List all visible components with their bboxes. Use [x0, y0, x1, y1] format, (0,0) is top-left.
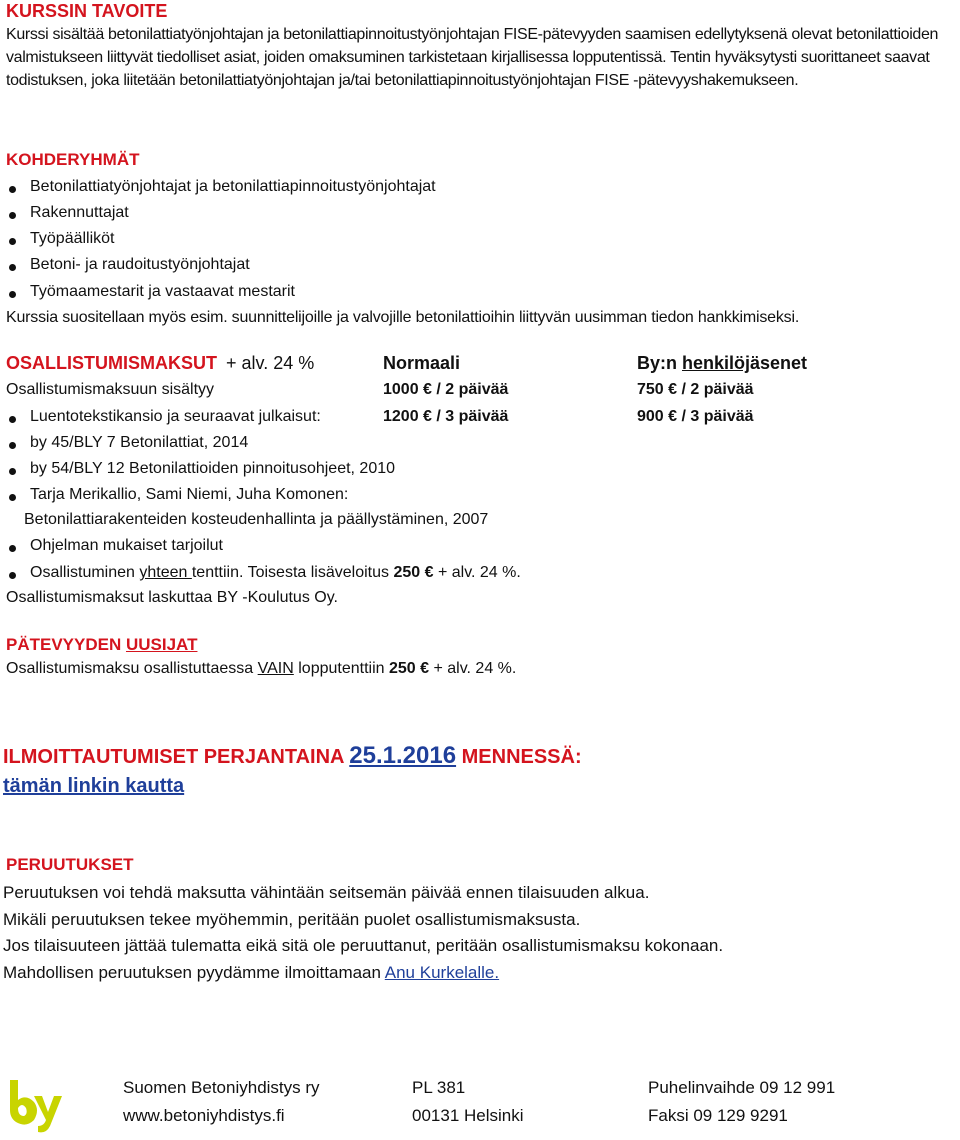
target-group-item: Betonilattiatyönjohtajat ja betonilattiapinnoitustyönjohtajat — [30, 178, 436, 195]
member-prefix: By:n — [637, 353, 682, 373]
cancellation-line — [3, 963, 499, 983]
fees-row1-member: 750 € / 2 päivää — [637, 381, 754, 398]
cancellation-line: Jos tilaisuuteen jättää tulematta eikä sitä ole peruuttanut, peritään osallistumismaksu kokonaan. — [3, 936, 724, 955]
footer-po-box: PL 381 — [412, 1078, 466, 1097]
registration-heading-b: MENNESSÄ: — [456, 746, 582, 768]
member-underlined: henkilöj — [682, 353, 751, 373]
exam-post: + alv. 24 %. — [433, 564, 521, 581]
cancellation-line: Mikäli peruutuksen tekee myöhemmin, peritään puolet osallistumismaksusta. — [3, 910, 581, 929]
exam-amount: 250 € — [393, 564, 434, 581]
member-suffix: äsenet — [750, 353, 808, 373]
bullet-icon — [9, 572, 16, 579]
target-groups-heading: KOHDERYHMÄT — [6, 150, 140, 169]
registration-heading-a: ILMOITTAUTUMISET PERJANTAINA — [3, 746, 350, 768]
publication-item: by 45/BLY 7 Betonilattiat, 2014 — [30, 434, 249, 451]
fees-col-normal: Normaali — [383, 353, 461, 373]
renewal-underlined: VAIN — [257, 660, 294, 677]
bullet-icon — [9, 468, 16, 475]
fees-heading: OSALLISTUMISMAKSUT — [6, 353, 217, 373]
renewal-post: + alv. 24 %. — [429, 660, 517, 677]
target-group-item: Rakennuttajat — [30, 204, 129, 221]
publication-item: by 54/BLY 12 Betonilattioiden pinnoitusohjeet, 2010 — [30, 460, 396, 477]
footer-city: 00131 Helsinki — [412, 1106, 524, 1125]
betoniyhdistys-logo — [4, 1074, 66, 1136]
bullet-icon — [9, 291, 16, 298]
fees-row2-member: 900 € / 3 päivää — [637, 408, 754, 425]
renewal-pre: Osallistumismaksu osallistuttaessa — [6, 660, 258, 677]
fees-col-member — [637, 353, 807, 374]
renewal-heading-a: PÄTEVYYDEN — [6, 635, 126, 654]
bullet-icon — [9, 442, 16, 449]
registration-date: 25.1.2016 — [349, 742, 457, 769]
target-groups-note: Kurssia suositellaan myös esim. suunnittelijoille ja valvojille betonilattioihin liittyvän uusimman tiedon hankkimiseksi. — [6, 309, 800, 326]
renewal-heading — [6, 635, 197, 655]
bullet-icon — [9, 545, 16, 552]
bullet-icon — [9, 264, 16, 271]
fees-row2-label: Luentotekstikansio ja seuraavat julkaisut: — [30, 408, 321, 425]
renewal-heading-b: UUSIJAT — [125, 635, 198, 654]
publication-authors: Tarja Merikallio, Sami Niemi, Juha Komonen: — [30, 486, 349, 503]
contact-person-link[interactable]: Anu Kurkelalle. — [384, 963, 500, 982]
fees-row2-normal: 1200 € / 3 päivää — [383, 408, 509, 425]
cancellation-line4-pre: Mahdollisen peruutuksen pyydämme ilmoittamaan — [3, 963, 385, 982]
target-group-item: Työmaamestarit ja vastaavat mestarit — [30, 283, 295, 300]
bullet-icon — [9, 416, 16, 423]
exam-underlined: yhteen — [139, 564, 192, 581]
bullet-icon — [9, 186, 16, 193]
goals-heading: KURSSIN TAVOITE — [6, 1, 168, 21]
footer-fax: Faksi 09 129 9291 — [648, 1106, 788, 1125]
footer-org: Suomen Betoniyhdistys ry — [123, 1078, 320, 1097]
footer-phone: Puhelinvaihde 09 12 991 — [648, 1078, 836, 1097]
exam-item — [30, 564, 521, 582]
footer-website[interactable]: www.betoniyhdistys.fi — [123, 1106, 285, 1125]
renewal-mid: lopputenttiin — [293, 660, 389, 677]
registration-link-row — [3, 775, 184, 798]
goals-paragraph: Kurssi sisältää betonilattiatyönjohtajan ja betonilattiapinnoitustyönjohtajan FISE-pätevyyden saamisen edellytyksenä olevat betonilattioiden valmistukseen liittyvät tiedolliset asiat, joiden omaksuminen tarkistetaan kirjallisessa lopputentissä. Tentin hyväksytysti suorittaneet saavat todistuksen, joka liitetään betonilattiatyönjohtajan ja/tai betonilattiapinnoitustyönjohtajan FISE -pätevyyshakemukseen. — [6, 26, 939, 89]
target-group-item: Betoni- ja raudoitustyönjohtajat — [30, 256, 250, 273]
bullet-icon — [9, 212, 16, 219]
renewal-text — [6, 660, 516, 678]
fees-row1-label: Osallistumismaksuun sisältyy — [6, 381, 215, 398]
target-group-item: Työpäälliköt — [30, 230, 115, 247]
fees-vat: + alv. 24 % — [226, 353, 315, 373]
registration-heading — [3, 742, 582, 770]
cancellations-heading: PERUUTUKSET — [6, 855, 134, 874]
bullet-icon — [9, 494, 16, 501]
exam-pre: Osallistuminen — [30, 564, 140, 581]
cancellation-line: Peruutuksen voi tehdä maksutta vähintään seitsemän päivää ennen tilaisuuden alkua. — [3, 883, 650, 902]
exam-mid: tenttiin. Toisesta lisäveloitus — [191, 564, 394, 581]
program-item: Ohjelman mukaiset tarjoilut — [30, 537, 223, 554]
fees-row1-normal: 1000 € / 2 päivää — [383, 381, 509, 398]
fees-heading-line — [6, 353, 314, 374]
registration-link[interactable]: tämän linkin kautta — [3, 775, 185, 797]
bullet-icon — [9, 238, 16, 245]
renewal-amount: 250 € — [388, 660, 430, 677]
publication-title: Betonilattiarakenteiden kosteudenhallinta ja päällystäminen, 2007 — [24, 511, 489, 528]
billing-note: Osallistumismaksut laskuttaa BY -Koulutus Oy. — [6, 589, 338, 606]
